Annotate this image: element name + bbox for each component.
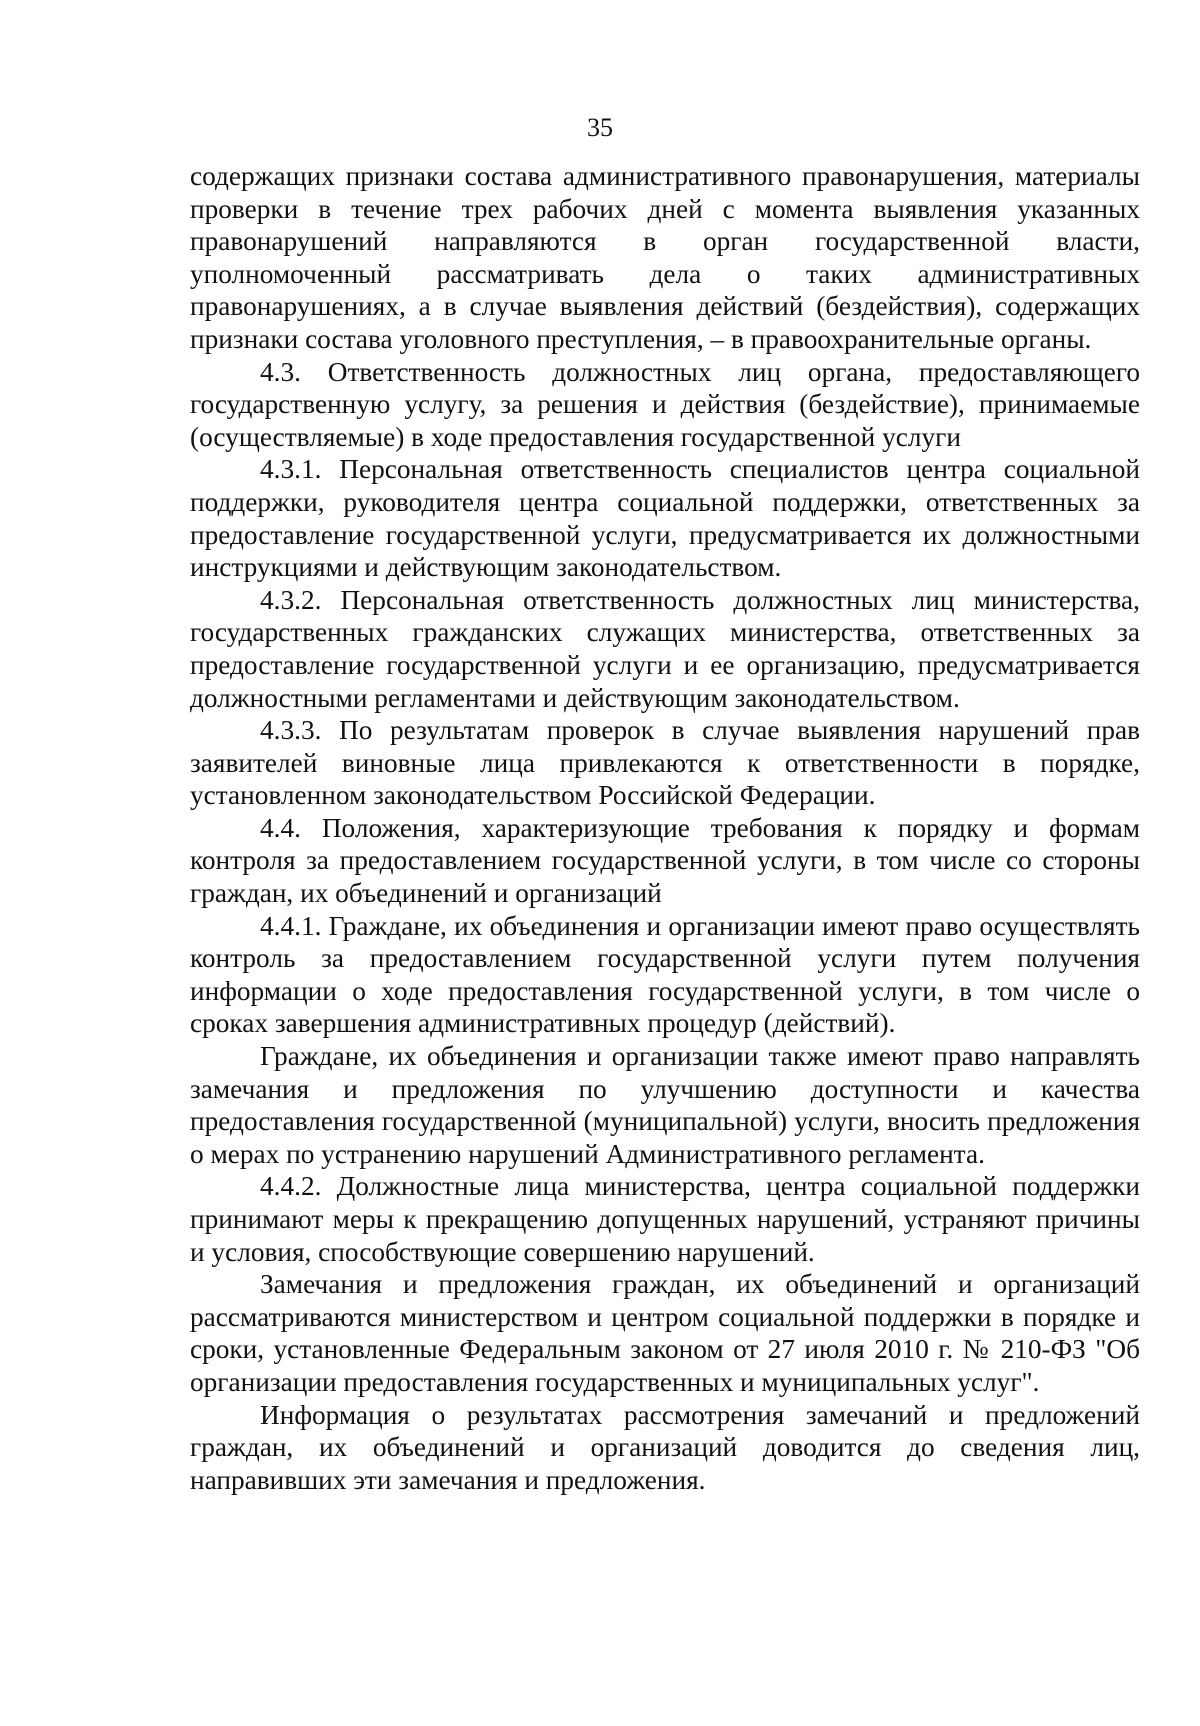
- paragraph-section-4-4: 4.4. Положения, характеризующие требования к порядку и формам контроля за предоставлением государственной услуги, в том числе со стороны граждан, их объединений и организаций: [190, 812, 1140, 909]
- paragraph-section-4-4-2: 4.4.2. Должностные лица министерства, центра социальной поддержки принимают меры к прекращению допущенных нарушений, устраняют причины и условия, способствующие совершению нарушений.: [190, 1171, 1140, 1267]
- paragraph-remarks-review: Замечания и предложения граждан, их объединений и организаций рассматриваются министерством и центром социальной поддержки в порядке и сроки, установленные Федеральным законом от 27 июля 2010 г. № 210-ФЗ "Об организации предоставления государственных и муниципальных услуг".: [190, 1269, 1140, 1397]
- document-body: [190, 160, 1140, 1496]
- paragraph-section-4-4-1: 4.4.1. Граждане, их объединения и организации имеют право осуществлять контроль за предоставлением государственной услуги путем получения информации о ходе предоставления государственной услуги, в том числе о сроках завершения административных процедур (действий).: [190, 910, 1140, 1039]
- paragraph-section-4-3-3: 4.3.3. По результатам проверок в случае выявления нарушений прав заявителей виновные лица привлекаются к ответственности в порядке, установленном законодательством Российской Федерации.: [190, 715, 1140, 811]
- paragraph-citizens-rights: Граждане, их объединения и организации также имеют право направлять замечания и предложения по улучшению доступности и качества предоставления государственной (муниципальной) услуги, вносить предложения о мерах по устранению нарушений Административного регламента.: [190, 1041, 1140, 1169]
- paragraph-results-information: Информация о результатах рассмотрения замечаний и предложений граждан, их объединений и организаций доводится до сведения лиц, направивших эти замечания и предложения.: [190, 1399, 1140, 1495]
- paragraph-section-4-3: 4.3. Ответственность должностных лиц органа, предоставляющего государственную услугу, за решения и действия (бездействие), принимаемые (осуществляемые) в ходе предоставления государственной услуги: [190, 356, 1140, 452]
- paragraph-section-4-3-1: 4.3.1. Персональная ответственность специалистов центра социальной поддержки, руководителя центра социальной поддержки, ответственных за предоставление государственной услуги, предусматривается их должностными инструкциями и действующим законодательством.: [190, 454, 1140, 583]
- page-number: 35: [587, 113, 613, 142]
- paragraph-section-4-3-2: 4.3.2. Персональная ответственность должностных лиц министерства, государственных гражданских служащих министерства, ответственных за предоставление государственной услуги и ее организацию, предусматривается должностными регламентами и действующим законодательством.: [190, 584, 1140, 713]
- paragraph-continuation: содержащих признаки состава административного правонарушения, материалы проверки в течение трех рабочих дней с момента выявления указанных правонарушений направляются в орган государственной власти, уполномоченный рассматривать дела о таких административных правонарушениях, а в случае выявления действий (бездействия), содержащих признаки состава уголовного преступления, – в правоохранительные органы.: [190, 161, 1140, 354]
